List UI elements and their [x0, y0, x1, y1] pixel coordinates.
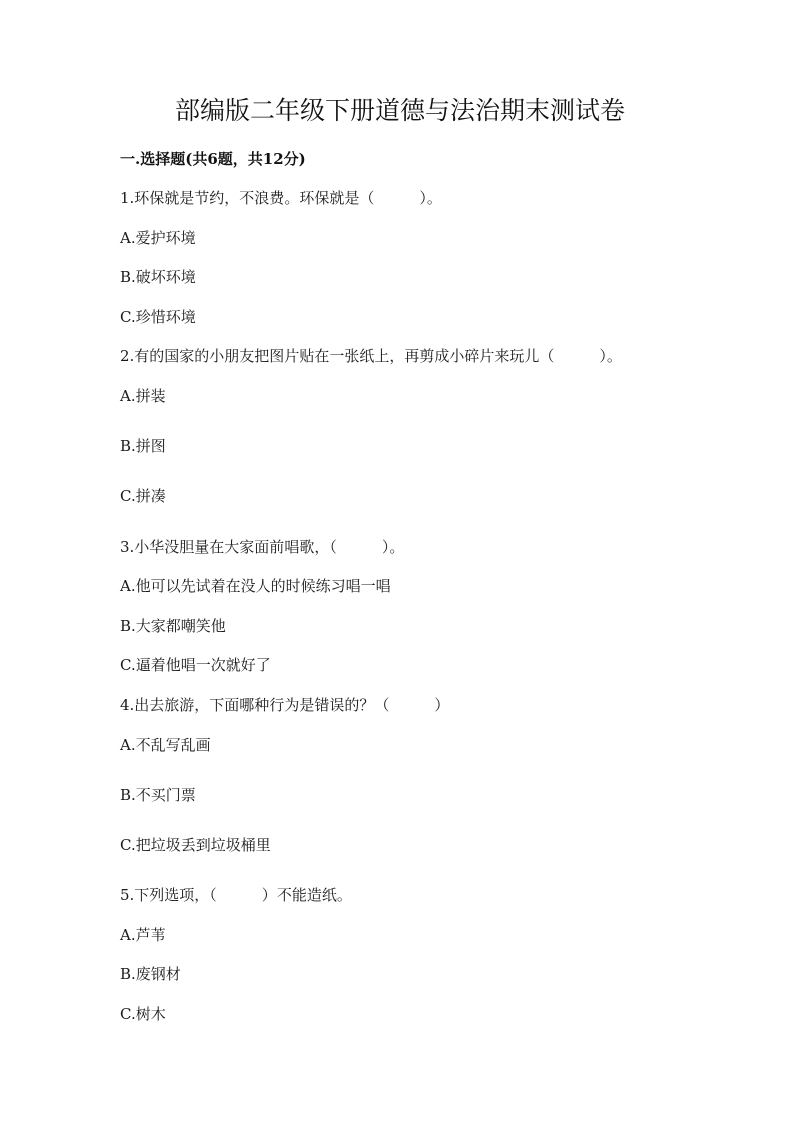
question-5-option-b: B.废钢材	[120, 965, 181, 983]
question-4-option-c: C.把垃圾丢到垃圾桶里	[120, 836, 271, 854]
question-1-option-a: A.爱护环境	[120, 229, 196, 247]
page-title: 部编版二年级下册道德与法治期末测试卷	[174, 96, 625, 125]
question-1-option-c: C.珍惜环境	[120, 308, 196, 326]
question-4-option-a: A.不乱写乱画	[120, 736, 211, 754]
question-5-option-a: A.芦苇	[120, 926, 166, 944]
question-2-option-b: B.拼图	[120, 437, 166, 455]
question-5-stem: 5.下列选项，（ ）不能造纸。	[120, 886, 352, 904]
section-heading: 一.选择题(共6题，共12分)	[120, 150, 306, 168]
question-3-option-c: C.逼着他唱一次就好了	[120, 656, 271, 674]
question-2-option-c: C.拼凑	[120, 487, 166, 505]
question-2-stem: 2.有的国家的小朋友把图片贴在一张纸上，再剪成小碎片来玩儿（ ）。	[120, 347, 622, 365]
question-3-option-a: A.他可以先试着在没人的时候练习唱一唱	[120, 577, 391, 595]
question-1-stem: 1.环保就是节约，不浪费。环保就是（ ）。	[120, 189, 442, 207]
question-5-option-c: C.树木	[120, 1005, 166, 1023]
question-2-option-a: A.拼装	[120, 387, 166, 405]
question-1-option-b: B.破坏环境	[120, 268, 196, 286]
question-4-option-b: B.不买门票	[120, 786, 196, 804]
question-3-option-b: B.大家都嘲笑他	[120, 617, 226, 635]
question-4-stem: 4.出去旅游，下面哪种行为是错误的？（ ）	[120, 696, 450, 714]
question-3-stem: 3.小华没胆量在大家面前唱歌，（ ）。	[120, 538, 405, 556]
